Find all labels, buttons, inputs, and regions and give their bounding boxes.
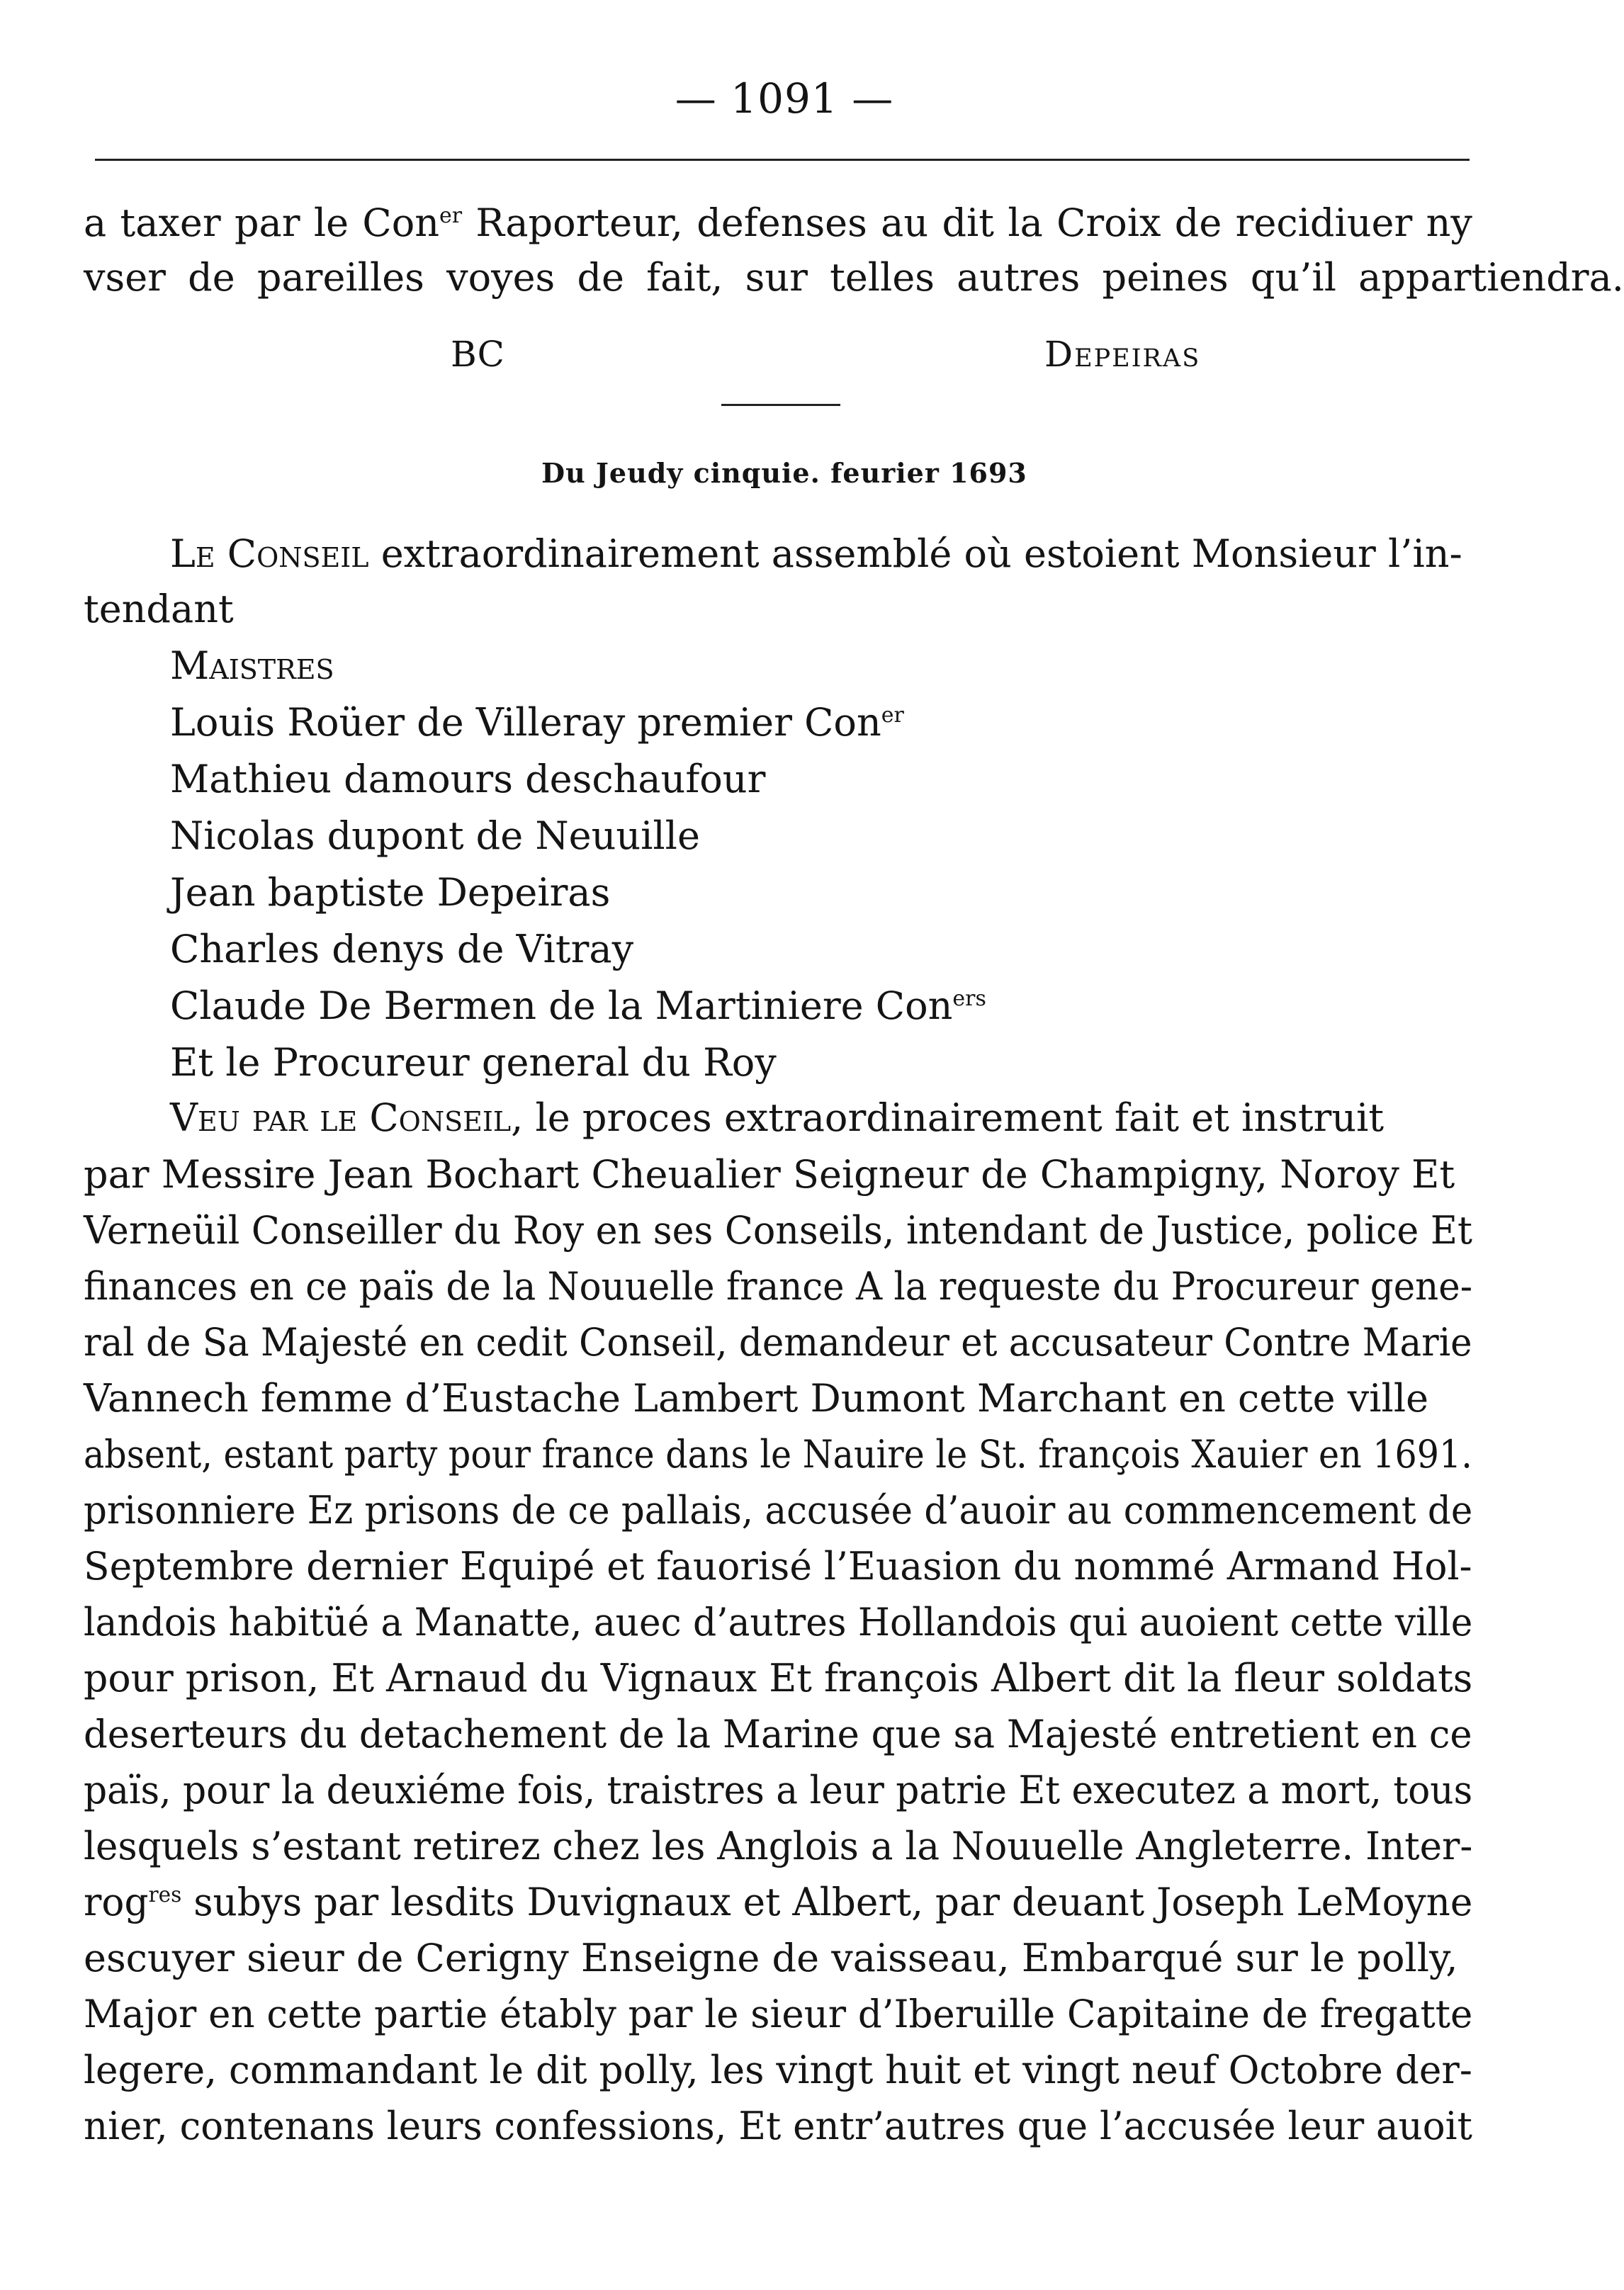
opening-line-1: Le Conseil extraordinairement assemblé où estoient Monsieur l’in-: [170, 531, 1462, 576]
member-4: Jean baptiste Depeiras: [170, 870, 611, 915]
member-7: Et le Procureur general du Roy: [170, 1040, 777, 1085]
member-3: Nicolas dupont de Neuuille: [170, 813, 700, 858]
page-number: — 1091 —: [675, 74, 894, 123]
body-line-8: prisonniere Ez prisons de ce pallais, accusée d’auoir au commencement de: [84, 1488, 1473, 1533]
body-line-1: Veu par le Conseil, le proces extraordinairement fait et instruit: [170, 1095, 1385, 1140]
body-line-3: Verneüil Conseiller du Roy en ses Conseils, intendant de Justice, police Et: [84, 1208, 1472, 1253]
date-heading: Du Jeudy cinquie. feurier 1693: [541, 457, 1027, 489]
opening-line-2: tendant: [84, 587, 234, 631]
body-line-16: escuyer sieur de Cerigny Enseigne de vaisseau, Embarqué sur le polly,: [84, 1936, 1458, 1980]
member-1: Louis Roüer de Villeray premier Con$^{er}$: [170, 700, 904, 745]
member-2: Mathieu damours deschaufour: [170, 757, 766, 801]
body-line-11: pour prison, Et Arnaud du Vignaux Et françois Albert dit la fleur soldats: [84, 1656, 1473, 1700]
header-rule: [95, 159, 1470, 161]
signature-left: BC: [451, 334, 504, 375]
body-line-9: Septembre dernier Equipé et fauorisé l’Euasion du nommé Armand Hol-: [84, 1544, 1472, 1589]
body-line-5: ral de Sa Majesté en cedit Conseil, demandeur et accusateur Contre Marie: [84, 1320, 1472, 1365]
body-line-6: Vannech femme d’Eustache Lambert Dumont Marchant en cette ville: [84, 1376, 1429, 1421]
body-line-4: finances en ce païs de la Nouuelle france A la requeste du Procureur gene-: [84, 1264, 1473, 1309]
body-line-13: païs, pour la deuxiéme fois, traistres a leur patrie Et executez a mort, tous: [84, 1768, 1473, 1812]
body-line-18: legere, commandant le dit polly, les vingt huit et vingt neuf Octobre der-: [84, 2048, 1472, 2092]
body-line-10: landois habitüé a Manatte, auec d’autres Hollandois qui auoient cette ville: [84, 1600, 1473, 1645]
body-line-19: nier, contenans leurs confessions, Et entr’autres que l’accusée leur auoit: [84, 2104, 1472, 2148]
body-line-12: deserteurs du detachement de la Marine que sa Majesté entretient en ce: [84, 1712, 1472, 1756]
body-line-17: Major en cette partie étably par le sieur d’Iberuille Capitaine de fregatte: [84, 1992, 1473, 2036]
member-6: Claude De Bermen de la Martiniere Con$^{ers}$: [170, 983, 986, 1028]
maistres-heading: Maistres: [170, 643, 334, 688]
signature-right: Depeiras: [1044, 334, 1201, 375]
continuation-line-2: vser de pareilles voyes de fait, sur telles autres peines qu’il appartiendra.: [84, 255, 1624, 300]
body-line-15: rog$^{res}$ subys par lesdits Duvignaux et Albert, par deuant Joseph LeMoyne: [84, 1880, 1473, 1924]
body-line-7: absent, estant party pour france dans le Nauire le St. françois Xauier en 1691.: [84, 1432, 1472, 1477]
body-line-14: lesquels s’estant retirez chez les Anglois a la Nouuelle Angleterre. Inter-: [84, 1824, 1473, 1868]
section-divider: [721, 404, 840, 406]
body-line-2: par Messire Jean Bochart Cheualier Seigneur de Champigny, Noroy Et: [84, 1152, 1455, 1197]
member-5: Charles denys de Vitray: [170, 927, 634, 971]
continuation-line-1: a taxer par le Con$^{er}$ Raporteur, defenses au dit la Croix de recidiuer ny: [84, 201, 1472, 245]
